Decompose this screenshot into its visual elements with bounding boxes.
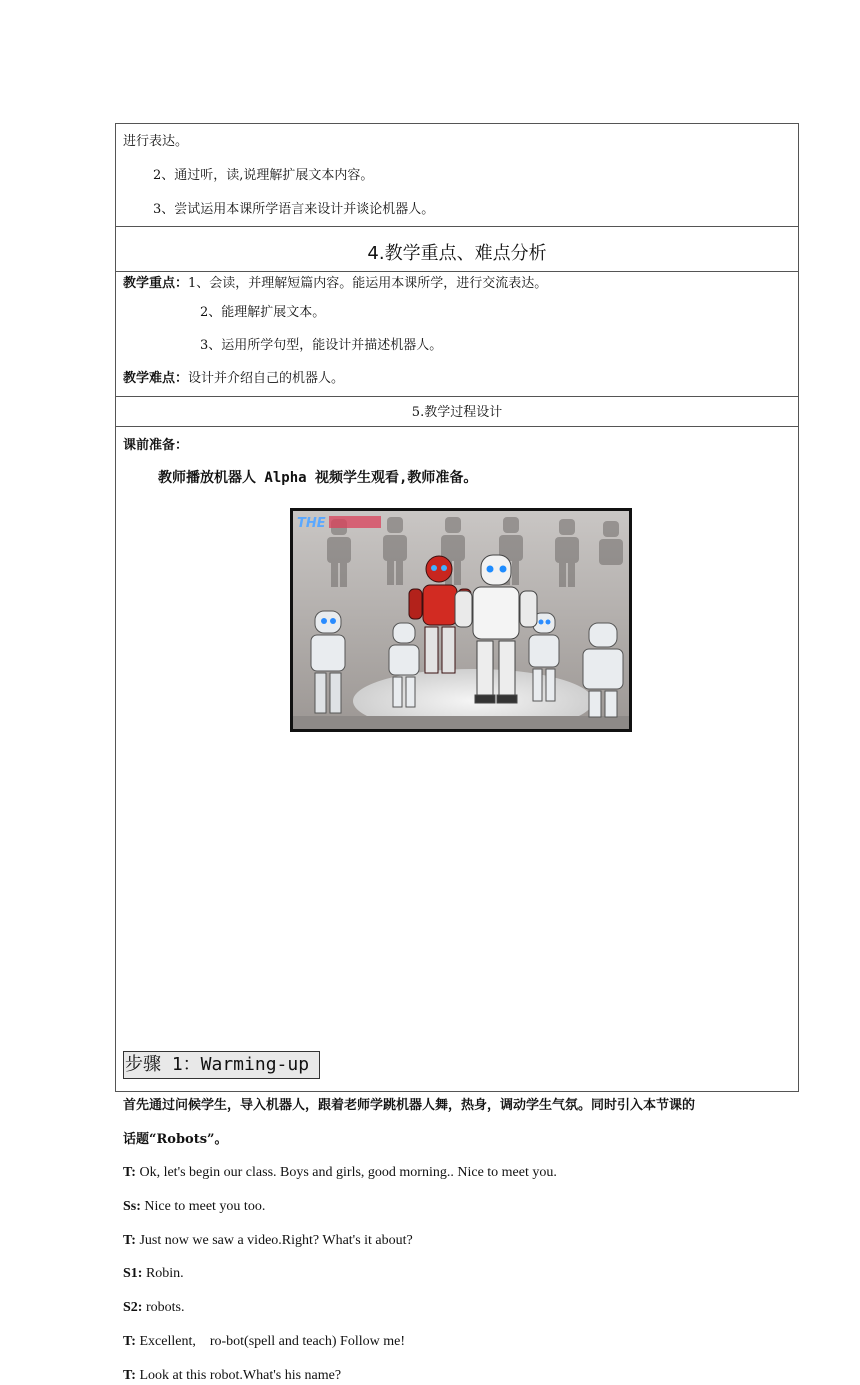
- utterance-5: robots.: [142, 1300, 185, 1315]
- dialogue-line-4: [123, 1265, 184, 1283]
- utterance-4: Robin.: [142, 1266, 184, 1281]
- objective-line-3: 3、尝试运用本课所学语言来设计并谈论机器人。: [153, 202, 435, 217]
- speaker-6: T:: [123, 1334, 136, 1349]
- dialogue-line-7: [123, 1367, 341, 1385]
- speaker-1: T:: [123, 1165, 136, 1180]
- video-logo: THE: [297, 516, 326, 531]
- preparation-text: 教师播放机器人 Alpha 视频学生观看,教师准备。: [158, 470, 478, 486]
- difficulty-line: [123, 370, 344, 388]
- speaker-5: S2:: [123, 1300, 143, 1315]
- objectives-row: [116, 124, 798, 227]
- speaker-3: T:: [123, 1233, 136, 1248]
- preparation-label: 课前准备：: [123, 438, 189, 453]
- utterance-1: Ok, let's begin our class. Boys and girls, good morning.. Nice to meet you.: [135, 1165, 557, 1180]
- dialogue-line-1: [123, 1164, 557, 1182]
- robot-video-still[interactable]: [290, 508, 632, 732]
- dialogue-line-3: [123, 1232, 413, 1250]
- utterance-6: Excellent, ro-bot(spell and teach) Follow me!: [135, 1334, 405, 1349]
- section5-title-row: [116, 397, 798, 427]
- key-point-3: 3、运用所学句型，能设计并描述机器人。: [200, 338, 443, 353]
- process-row: [116, 427, 798, 1383]
- utterance-3: Just now we saw a video.Right? What's it about?: [135, 1233, 413, 1248]
- section4-title-row: [116, 227, 798, 272]
- difficulty-label: 教学难点：: [123, 371, 189, 386]
- difficulty-text: 设计并介绍自己的机器人。: [188, 371, 345, 386]
- section5-title: 5.教学过程设计: [411, 405, 503, 420]
- key-point-1: 1、会读，并理解短篇内容。能运用本课所学，进行交流表达。: [188, 276, 548, 291]
- utterance-7: Look at this robot.What's his name?: [135, 1368, 342, 1383]
- key-points-label: 教学重点：: [123, 276, 189, 291]
- key-point-2: 2、能理解扩展文本。: [200, 305, 326, 320]
- section4-title: 4.教学重点、难点分析: [367, 243, 547, 264]
- robot-dance-image: [293, 511, 629, 729]
- speaker-4: S1:: [123, 1266, 143, 1281]
- objective-line-2: 2、通过听，读,说理解扩展文本内容。: [153, 168, 374, 183]
- step1-title: 步骤 1：Warming-up: [123, 1051, 320, 1079]
- key-points-line-1: [123, 275, 547, 293]
- step1-desc-line-2: 话题“Robots”。: [123, 1132, 228, 1147]
- speaker-7: T:: [123, 1368, 136, 1383]
- dialogue-line-5: [123, 1299, 184, 1317]
- dialogue-line-2: [123, 1198, 265, 1216]
- utterance-2: Nice to meet you too.: [140, 1199, 266, 1214]
- speaker-2: Ss:: [123, 1199, 141, 1214]
- lesson-plan-table: [115, 123, 799, 1383]
- key-points-row: [116, 272, 798, 397]
- dialogue-line-6: [123, 1333, 405, 1351]
- objective-line-1: 进行表达。: [123, 134, 189, 149]
- step1-desc-line-1: 首先通过问候学生，导入机器人，跟着老师学跳机器人舞，热身，调动学生气氛。同时引入本节课的: [123, 1098, 696, 1113]
